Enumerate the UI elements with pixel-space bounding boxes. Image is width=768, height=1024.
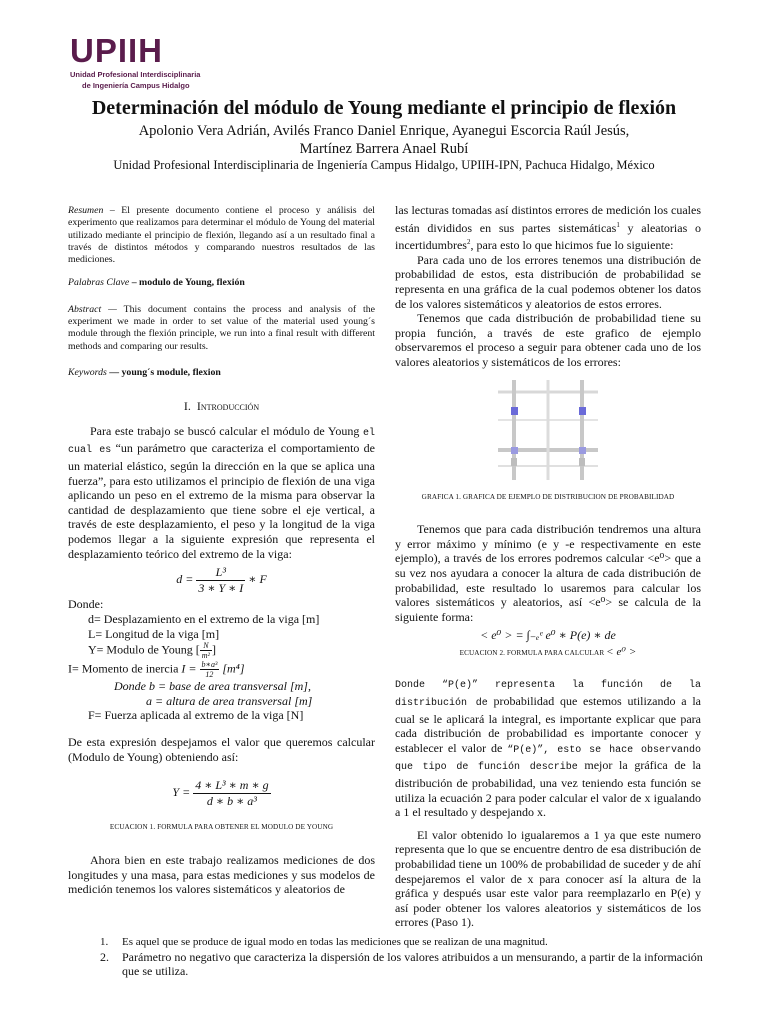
def-Y-frac (200, 641, 212, 660)
graph-mark (511, 407, 518, 415)
eq1-fraction (196, 565, 245, 595)
col2-p5-mono: Donde “P(e)” representa la función de la distribución de (395, 680, 701, 710)
footnote-number: 1. (100, 936, 109, 948)
eq1-lhs: d = (176, 572, 194, 587)
keywords (68, 367, 375, 379)
col2-paragraph-1 (395, 203, 701, 253)
col2-p5-a: probabilidad que estemos utilizando a la cual se le aplicará la integral, es importante explicar que para cada distribución de probabilidad es importante conocer y establecer el valor de (395, 694, 701, 755)
def-Y (88, 641, 375, 660)
section-title: Introducción (196, 399, 260, 414)
graph-mark (511, 447, 518, 454)
col2-paragraph-3: Tenemos que cada distribución de probabilidad tiene su propia función, a través de este grafico de ejemplo observaremos el proceso a seguir para obtener cada uno de los valores aleatorios y sistemáticos de los errores: (395, 311, 701, 369)
graph-caption: GRAFICA 1. GRAFICA DE EJEMPLO DE DISTRIBUCION DE PROBABILIDAD (421, 492, 675, 501)
palabras-label: Palabras Clave (68, 277, 130, 289)
logo-line2: de Ingeniería Campus Hidalgo (82, 81, 190, 90)
graph-mark (511, 458, 517, 466)
def-I (68, 660, 375, 679)
eq2-caption-text: ECUACION 2. FORMULA PARA CALCULAR (459, 648, 605, 657)
keywords-label: Keywords (68, 366, 107, 378)
equation1-caption: ECUACION 1. FORMULA PARA OBTENER EL MODULO DE YOUNG (109, 823, 334, 832)
intro-paragraph (68, 424, 375, 561)
col2-paragraph-5 (395, 676, 701, 819)
eq1-numerator: L³ (196, 565, 245, 581)
def-b: Donde b = base de area transversal [m], (114, 679, 311, 694)
institution-logo (70, 34, 240, 90)
abstract-paragraph (68, 304, 375, 353)
paper-title: Determinación del módulo de Young mediante el principio de flexión (91, 97, 677, 119)
def-I-den: 12 (205, 670, 214, 680)
authors (0, 122, 768, 158)
col2-p1-a: las lecturas tomadas así distintos errores de medición los cuales están divididos en sus partes sistemáticas (395, 203, 701, 235)
eq2-denominator: d ∗ b ∗ a³ (206, 793, 257, 808)
col2-p5-b: mejor la gráfica de la distribución de probabilidad, una vez teniendo esta función se utiliza la ecuación 2 para poder calcular el valor de x igualando a 1 el resultado y despejando x. (395, 758, 701, 820)
donde-label: Donde: (68, 597, 104, 612)
def-I-text: I= Momento de inercia (68, 661, 179, 676)
eq2-numerator: 4 ∗ L³ ∗ m ∗ g (195, 778, 269, 793)
keywords-text: — young´s module, flexion (109, 366, 221, 378)
footnote-ref-2: 2 (466, 238, 471, 247)
logo-line1: Unidad Profesional Interdisciplinaria (70, 70, 201, 79)
section-number: I. (183, 399, 191, 414)
footnote-text: Es aquel que se produce de igual modo en todas las mediciones que se realizan de una magnitud. (122, 936, 548, 948)
col2-p1-b: y aleatorias o incertidumbres (395, 220, 701, 253)
eq2-caption-symbol: < e⁰ > (606, 645, 637, 658)
left-column (68, 205, 375, 897)
resumen-label: Resumen – (68, 205, 115, 216)
def-I-num: b∗a³ (201, 660, 218, 670)
affiliation: Unidad Profesional Interdisciplinaria de Ingeniería Campus Hidalgo, UPIIH-IPN, Pachuca Hidalgo, México (113, 158, 655, 172)
equation2-caption (395, 645, 701, 661)
palabras-text: – modulo de Young, flexión (131, 277, 245, 289)
def-Y-text: Y= Modulo de Young [ (88, 642, 200, 657)
resumen-text: El presente documento contiene el proceso y análisis del experimento que realizamos para determinar el módulo de Young del material utilizado mediante el principio de flexión, llegando así a un resultado final a través de distintos métodos y comparando nuestros resultados de las mediciones. (68, 205, 376, 266)
logo-main: UPIIH (70, 32, 164, 69)
equation-deflection (68, 565, 375, 595)
eq2-fraction (193, 778, 270, 808)
eq1-denominator: 3 ∗ Y ∗ I (198, 580, 244, 595)
intro-mono: el cual es (68, 427, 375, 457)
resumen-paragraph (68, 205, 375, 266)
def-d: d= Desplazamiento en el extremo de la viga [m] (88, 611, 320, 626)
definitions (68, 612, 375, 723)
paragraph-2: De esta expresión despejamos el valor que queremos calcular (Modulo de Young) obteniendo así: (68, 734, 375, 764)
palabras-clave (68, 277, 375, 289)
footnote-number: 2. (100, 949, 109, 964)
authors-line2: Martínez Barrera Anael Rubí (299, 141, 469, 157)
def-I-eq: I = (181, 661, 197, 676)
def-Y-num: N (200, 641, 212, 651)
abstract-text: This document contains the process and analysis of the experiment we made in order to set value of the material used young´s module through the flexión principle, we run into a final result with different methods and comparing our results. (68, 303, 376, 352)
def-Y-den: m² (201, 651, 210, 661)
footnote-item (100, 950, 705, 978)
distribution-graph (498, 380, 598, 480)
footnote-ref-1: 1 (616, 220, 620, 229)
col2-paragraph-4: Tenemos que para cada distribución tendremos una altura y error máximo y mínimo (e y -e respectivamente en este ejemplo), a través de los errores podremos calcular <e⁰> que a su vez nos ayudara a conocer la altura de cada distribución de probabilidad, este resultado lo usaremos para calcular los valores sistemáticos y aleatorios, así <e⁰> se calcula de la siguiente forma: (395, 522, 701, 624)
equation-young (68, 778, 375, 808)
section-heading (68, 399, 375, 414)
def-L: L= Longitud de la viga [m] (88, 626, 220, 641)
col2-paragraph-6: El valor obtenido lo igualaremos a 1 ya que este numero representa que lo que se encuentre dentro de esa distribución de probabilidad tiene un 100% de probabilidad de suceder y de ahí despejaremos el valor de x para conocer así la altura de la gráfica y después usar este valor para reemplazarlo en P(e) y así poder obtener los valores aleatorios y sistemáticos de los errores (Paso 1). (395, 827, 701, 930)
graph-mark (579, 407, 586, 415)
col2-p1-c: , para esto lo que hicimos fue lo siguiente: (470, 238, 674, 253)
def-Y-close: ] (211, 642, 216, 657)
def-I-units: [m⁴] (222, 661, 245, 676)
col2-p5-mono2: “P(e)”, esto se hace observando que tipo de función describe (395, 744, 702, 774)
intro-text-b: “un parámetro que caracteriza el comportamiento de un material elástico, según la dirección en la que se aplica una fuerza”, para esto utilizamos el principio de flexión de una viga aplicando un peso en el extremo de la misma para observar la cantidad de desplazamiento que tiene sobre el eje vertical, a través de este desplazamiento, el peso y la longitud de la viga podemos llegar a la siguiente expresión que representa el desplazamiento teórico del extremo de la viga: (68, 441, 375, 561)
paragraph-3: Ahora bien en este trabajo realizamos mediciones de dos longitudes y una masa, para estas mediciones y sus modelos de medición tenemos los valores sistemáticos y aleatorios de (68, 852, 375, 897)
abstract-label: Abstract — (68, 303, 117, 315)
graph-mark (579, 458, 585, 466)
col2-paragraph-2: Para cada uno de los errores tenemos una distribución de probabilidad de estos, esta distribución de probabilidad se representa en una gráfica de la cual podemos obtener los datos de los valores sistemáticos y aleatorios de estos errores. (395, 252, 701, 311)
footnote-item (100, 936, 705, 950)
def-F: F= Fuerza aplicada al extremo de la viga [N] (88, 708, 304, 723)
right-column (395, 203, 701, 930)
eq1-rhs: ∗ F (248, 572, 267, 587)
footnotes (100, 936, 705, 978)
def-a: a = altura de area transversal [m] (146, 693, 313, 708)
intro-text-a: Para este trabajo se buscó calcular el módulo de Young (90, 423, 360, 438)
footnote-text: Parámetro no negativo que caracteriza la dispersión de los valores atribuidos a un mensurando, a partir de la información que se utiliza. (122, 949, 703, 978)
def-I-frac (200, 660, 220, 679)
eq2-lhs: Y = (172, 784, 191, 799)
equation-expected-error: < e⁰ > = ∫₋ₑᵉ e⁰ ∗ P(e) ∗ de (480, 628, 616, 643)
authors-line1: Apolonio Vera Adrián, Avilés Franco Daniel Enrique, Ayanegui Escorcia Raúl Jesús, (138, 123, 630, 139)
graph-mark (579, 447, 586, 454)
